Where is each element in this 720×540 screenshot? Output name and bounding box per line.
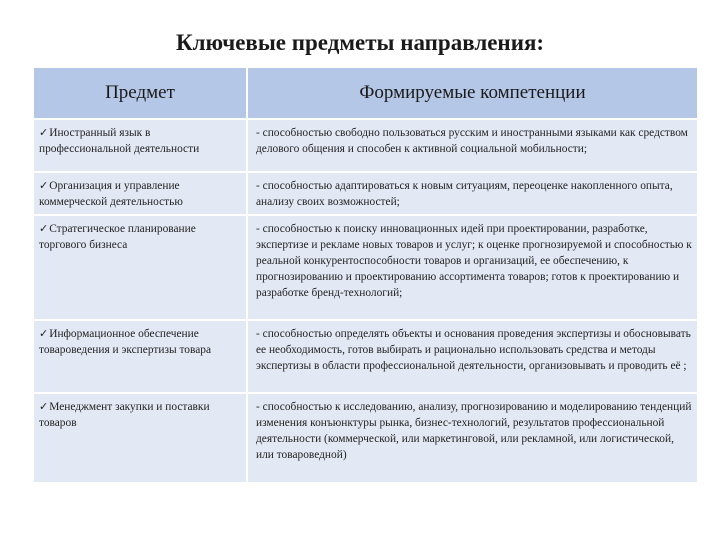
competence-cell: - способностью свободно пользоваться русским и иностранными языками как средством делового общения и способен к активной социальной мобильности; [247,119,697,172]
subject-cell [34,119,247,172]
subject-cell [34,172,247,215]
checkmark-icon: ✓ [39,400,49,413]
subject-text: Информационное обеспечение товароведения и экспертизы товара [39,328,212,356]
competence-cell: - способностью адаптироваться к новым ситуациям, переоценке накопленного опыта, анализу своих возможностей; [247,172,697,215]
table-row [34,320,697,393]
competence-cell: - способностью к поиску инновационных идей при проектировании, разработке, экспертизе и рекламе новых товаров и услуг; к оценке прогнозируемой и способностью к реальной конкурентоспособности товаров и организаций, ее обеспечению, к прогнозированию и проектированию ассортимента товаров; готов к проектированию и разработке бренд-технологий; [247,215,697,320]
table-row [34,172,697,215]
table-row [34,393,697,482]
subject-cell [34,215,247,320]
page-title: Ключевые предметы направления: [175,30,545,55]
subject-cell [34,393,247,482]
subject-text: Менеджмент закупки и поставки товаров [39,401,210,429]
table-row [34,119,697,172]
competence-cell: - способностью к исследованию, анализу, прогнозированию и моделированию тенденций изменения конъюнктуры рынка, бизнес-технологий, результатов профессиональной деятельности (коммерческой, или маркетинговой, или рекламной, или логистической, или товароведной) [247,393,697,482]
competencies-table [34,68,697,482]
checkmark-icon: ✓ [39,179,49,192]
subject-text: Стратегическое планирование торгового бизнеса [39,223,196,251]
table-row [34,215,697,320]
competence-cell: - способностью определять объекты и основания проведения экспертизы и обосновывать ее необходимость, готов выбирать и рационально использовать средства и методы экспертизы в области профессиональной деятельности, организовывать и проводить её ; [247,320,697,393]
checkmark-icon: ✓ [39,222,49,235]
table-header-row [34,68,697,119]
subject-cell [34,320,247,393]
checkmark-icon: ✓ [39,327,49,340]
subject-text: Организация и управление коммерческой деятельностью [39,180,183,208]
checkmark-icon: ✓ [39,126,49,139]
subject-text: Иностранный язык в профессиональной деятельности [39,127,200,155]
header-subject: Предмет [34,68,247,119]
header-competence: Формируемые компетенции [247,68,697,119]
